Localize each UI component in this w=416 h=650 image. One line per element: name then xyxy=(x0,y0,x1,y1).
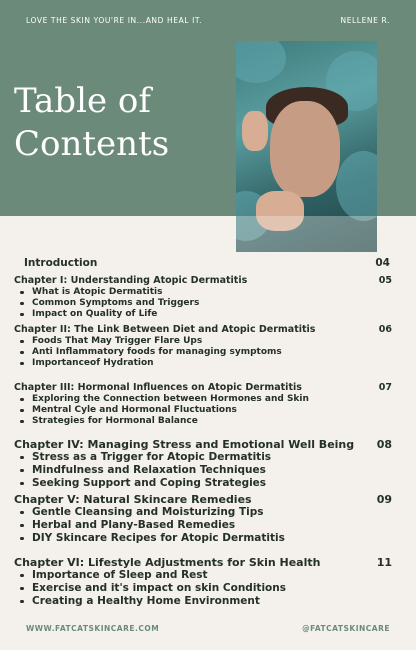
toc-subitem: Exploring the Connection between Hormones and Skin xyxy=(32,394,309,404)
chapter-title: Chapter V: Natural Skincare Remedies xyxy=(14,493,252,506)
toc-subitem: Foods That May Trigger Flare Ups xyxy=(32,336,203,346)
toc-subitem: Impact on Quality of Life xyxy=(32,309,158,319)
chapter-title: Chapter I: Understanding Atopic Dermatitis xyxy=(14,275,248,286)
toc-subitem: DIY Skincare Recipes for Atopic Dermatitis xyxy=(32,532,285,544)
title-line-2: Contents xyxy=(14,124,170,164)
toc-subitem: Mentral Cyle and Hormonal Fluctuations xyxy=(32,405,237,415)
toc-subitem: Common Symptoms and Triggers xyxy=(32,298,200,308)
page-title xyxy=(14,80,169,166)
toc-subitem: Strategies for Hormonal Balance xyxy=(32,416,198,426)
chapter-title: Chapter III: Hormonal Influences on Atopic Dermatitis xyxy=(14,382,302,393)
toc-subitem: Herbal and Plany-Based Remedies xyxy=(32,519,236,531)
chapter-page: 09 xyxy=(376,493,392,506)
toc-subitem: Exercise and it's impact on skin Conditions xyxy=(32,582,286,594)
toc-intro-label: Introduction xyxy=(24,257,98,269)
chapter-title: Chapter VI: Lifestyle Adjustments for Skin Health xyxy=(14,556,321,569)
toc-chapter-1[interactable] xyxy=(14,275,392,286)
toc-chapter-6[interactable] xyxy=(14,556,392,569)
toc-subitem: Seeking Support and Coping Strategies xyxy=(32,477,267,489)
chapter-page: 06 xyxy=(378,324,392,335)
toc-subitem: Stress as a Trigger for Atopic Dermatitis xyxy=(32,451,272,463)
toc-chapter-5[interactable] xyxy=(14,493,392,506)
toc-subitem: Gentle Cleansing and Moisturizing Tips xyxy=(32,506,264,518)
toc-entry-introduction[interactable] xyxy=(24,257,390,269)
toc-chapter-2[interactable] xyxy=(14,324,392,335)
chapter-page: 08 xyxy=(376,438,392,451)
chapter-page: 07 xyxy=(378,382,392,393)
chapter-page: 11 xyxy=(376,556,392,569)
title-line-1: Table of xyxy=(14,81,151,121)
tagline: LOVE THE SKIN YOU'RE IN...AND HEAL IT. xyxy=(26,16,203,25)
chapter-page: 05 xyxy=(378,275,392,286)
toc-chapter-4[interactable] xyxy=(14,438,392,451)
toc-subitem: What is Atopic Dermatitis xyxy=(32,287,163,297)
author-name: NELLENE R. xyxy=(340,16,390,25)
cover-photo xyxy=(236,41,377,252)
chapter-title: Chapter IV: Managing Stress and Emotional Well Being xyxy=(14,438,355,451)
social-handle[interactable]: @FATCATSKINCARE xyxy=(302,624,390,633)
toc-subitem: Anti Inflammatory foods for managing symptoms xyxy=(32,347,282,357)
website-link[interactable]: WWW.FATCATSKINCARE.COM xyxy=(26,624,160,633)
toc-chapter-3[interactable] xyxy=(14,382,392,393)
toc-intro-page: 04 xyxy=(375,257,390,269)
toc-subitem: Importanceof Hydration xyxy=(32,358,154,368)
toc-subitem: Creating a Healthy Home Environment xyxy=(32,595,260,607)
chapter-title: Chapter II: The Link Between Diet and Atopic Dermatitis xyxy=(14,324,316,335)
toc-subitem: Importance of Sleep and Rest xyxy=(32,569,208,581)
toc-subitem: Mindfulness and Relaxation Techniques xyxy=(32,464,266,476)
